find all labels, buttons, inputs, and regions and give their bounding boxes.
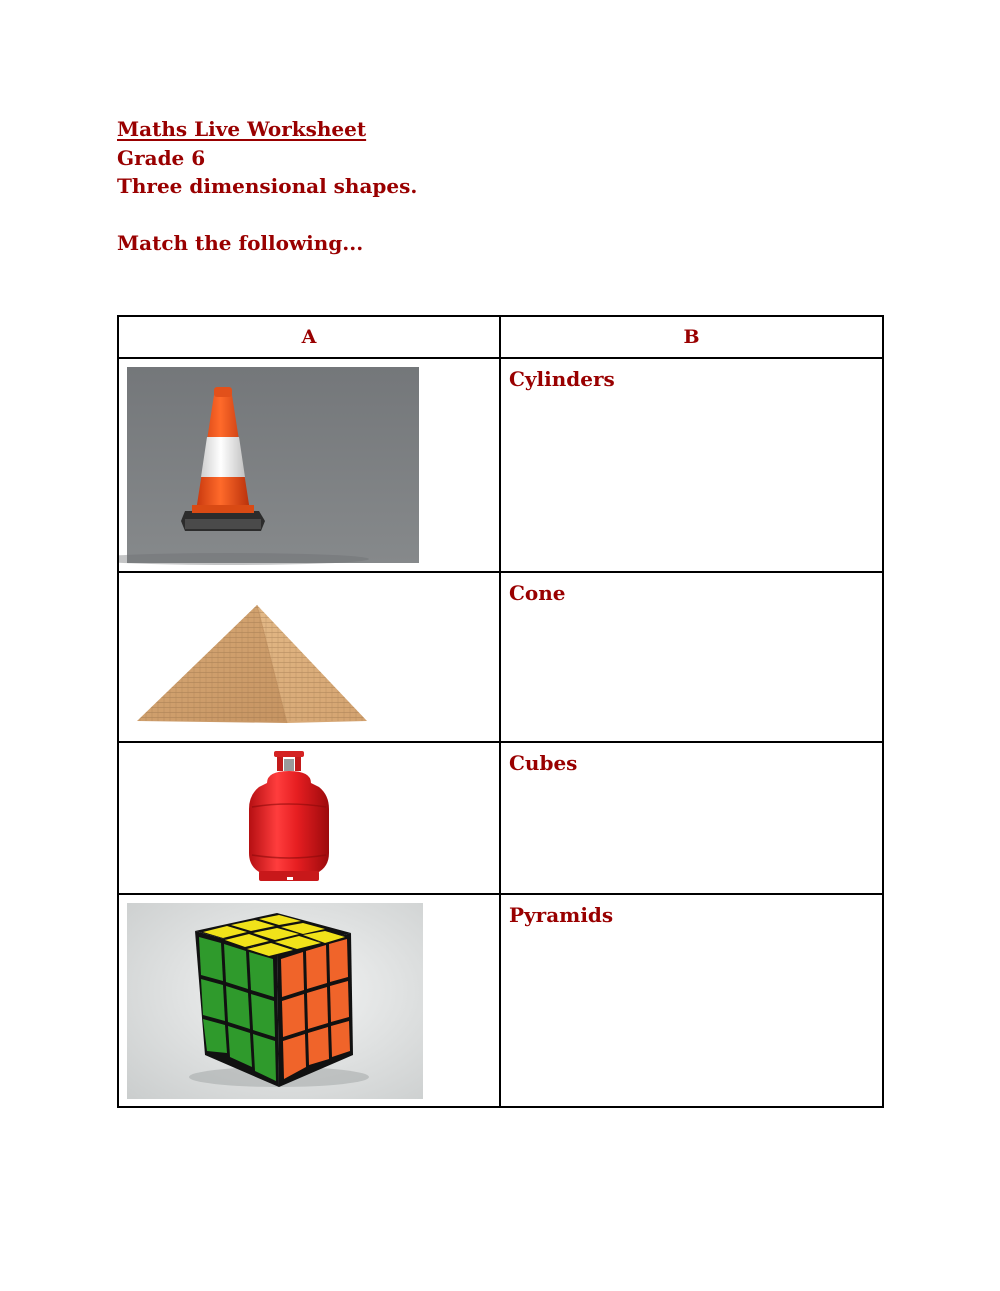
word-cone: Cone (509, 581, 566, 605)
row-1-image-cell[interactable] (118, 358, 500, 572)
row-2-image-cell[interactable] (118, 572, 500, 742)
pyramid-image (119, 573, 499, 741)
word-cubes: Cubes (509, 751, 578, 775)
gas-cylinder-image (119, 743, 499, 893)
grade-label: Grade 6 (117, 145, 206, 170)
topic-label: Three dimensional shapes. (117, 174, 418, 198)
row-3-image-cell[interactable] (118, 742, 500, 894)
column-b-header: B (500, 316, 883, 358)
matching-table (117, 315, 884, 1108)
word-cylinders: Cylinders (509, 367, 615, 391)
row-3-word-cell[interactable] (500, 742, 883, 894)
worksheet-header (117, 115, 417, 257)
row-1-word-cell[interactable] (500, 358, 883, 572)
worksheet-title: Maths Live Worksheet (117, 117, 367, 141)
instruction-text: Match the following... (117, 230, 364, 255)
row-2-word-cell[interactable] (500, 572, 883, 742)
traffic-cone-photo (119, 359, 499, 571)
row-4-word-cell[interactable] (500, 894, 883, 1107)
word-pyramids: Pyramids (509, 903, 614, 927)
column-a-header: A (118, 316, 500, 358)
rubiks-cube-photo (119, 895, 499, 1106)
row-4-image-cell[interactable] (118, 894, 500, 1107)
